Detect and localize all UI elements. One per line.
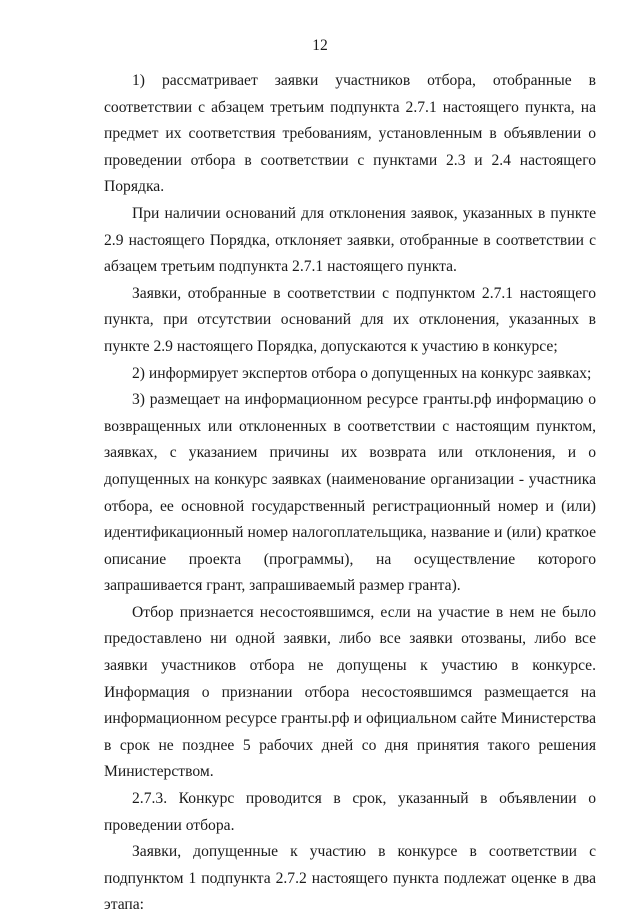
paragraph-publish-information: 3) размещает на информационном ресурсе гранты.рф информацию о возвращенных или отклоненных в соответствии с настоящим пунктом, заявках, с указанием причины их возврата или отклонения, и о допущенных на конкурс заявках (наименование организации - участника отбора, ее основной государственный регистрационный номер и (или) идентификационный номер налогоплательщика, название и (или) краткое описание проекта (программы), на осуществление которого запрашивается грант, запрашиваемый размер гранта). xyxy=(104,391,596,595)
paragraph-contest-period: 2.7.3. Конкурс проводится в срок, указанный в объявлении о проведении отбора. xyxy=(104,790,596,834)
document-body xyxy=(104,68,596,919)
paragraph-rejection-grounds: При наличии оснований для отклонения заявок, указанных в пункте 2.9 настоящего Порядка, отклоняет заявки, отобранные в соответствии с абзацем третьим подпункта 2.7.1 настоящего пункта. xyxy=(104,204,596,276)
paragraph-review-applications: 1) рассматривает заявки участников отбора, отобранные в соответствии с абзацем третьим подпункта 2.7.1 настоящего пункта, на предмет их соответствия требованиям, установленным в объявлении о проведении отбора в соответствии с пунктами 2.3 и 2.4 настоящего Порядка. xyxy=(104,72,596,196)
paragraph-selection-failed: Отбор признается несостоявшимся, если на участие в нем не было предоставлено ни одной заявки, либо все заявки отозваны, либо все заявки участников отбора не допущены к участию в конкурсе. Информация о признании отбора несостоявшимся размещается на информационном ресурсе гранты.рф и официальном сайте Министерства в срок не позднее 5 рабочих дней со дня принятия такого решения Министерством. xyxy=(104,603,596,781)
paragraph-two-stage-evaluation: Заявки, допущенные к участию в конкурсе в соответствии с подпунктом 1 подпункта 2.7.2 настоящего пункта подлежат оценке в два этапа: xyxy=(104,843,596,914)
paragraph-admitted-applications: Заявки, отобранные в соответствии с подпунктом 2.7.1 настоящего пункта, при отсутствии оснований для их отклонения, указанных в пункте 2.9 настоящего Порядка, допускаются к участию в конкурсе; xyxy=(104,284,596,355)
paragraph-inform-experts: 2) информирует экспертов отбора о допущенных на конкурс заявках; xyxy=(132,364,592,382)
page-number: 12 xyxy=(312,37,328,54)
